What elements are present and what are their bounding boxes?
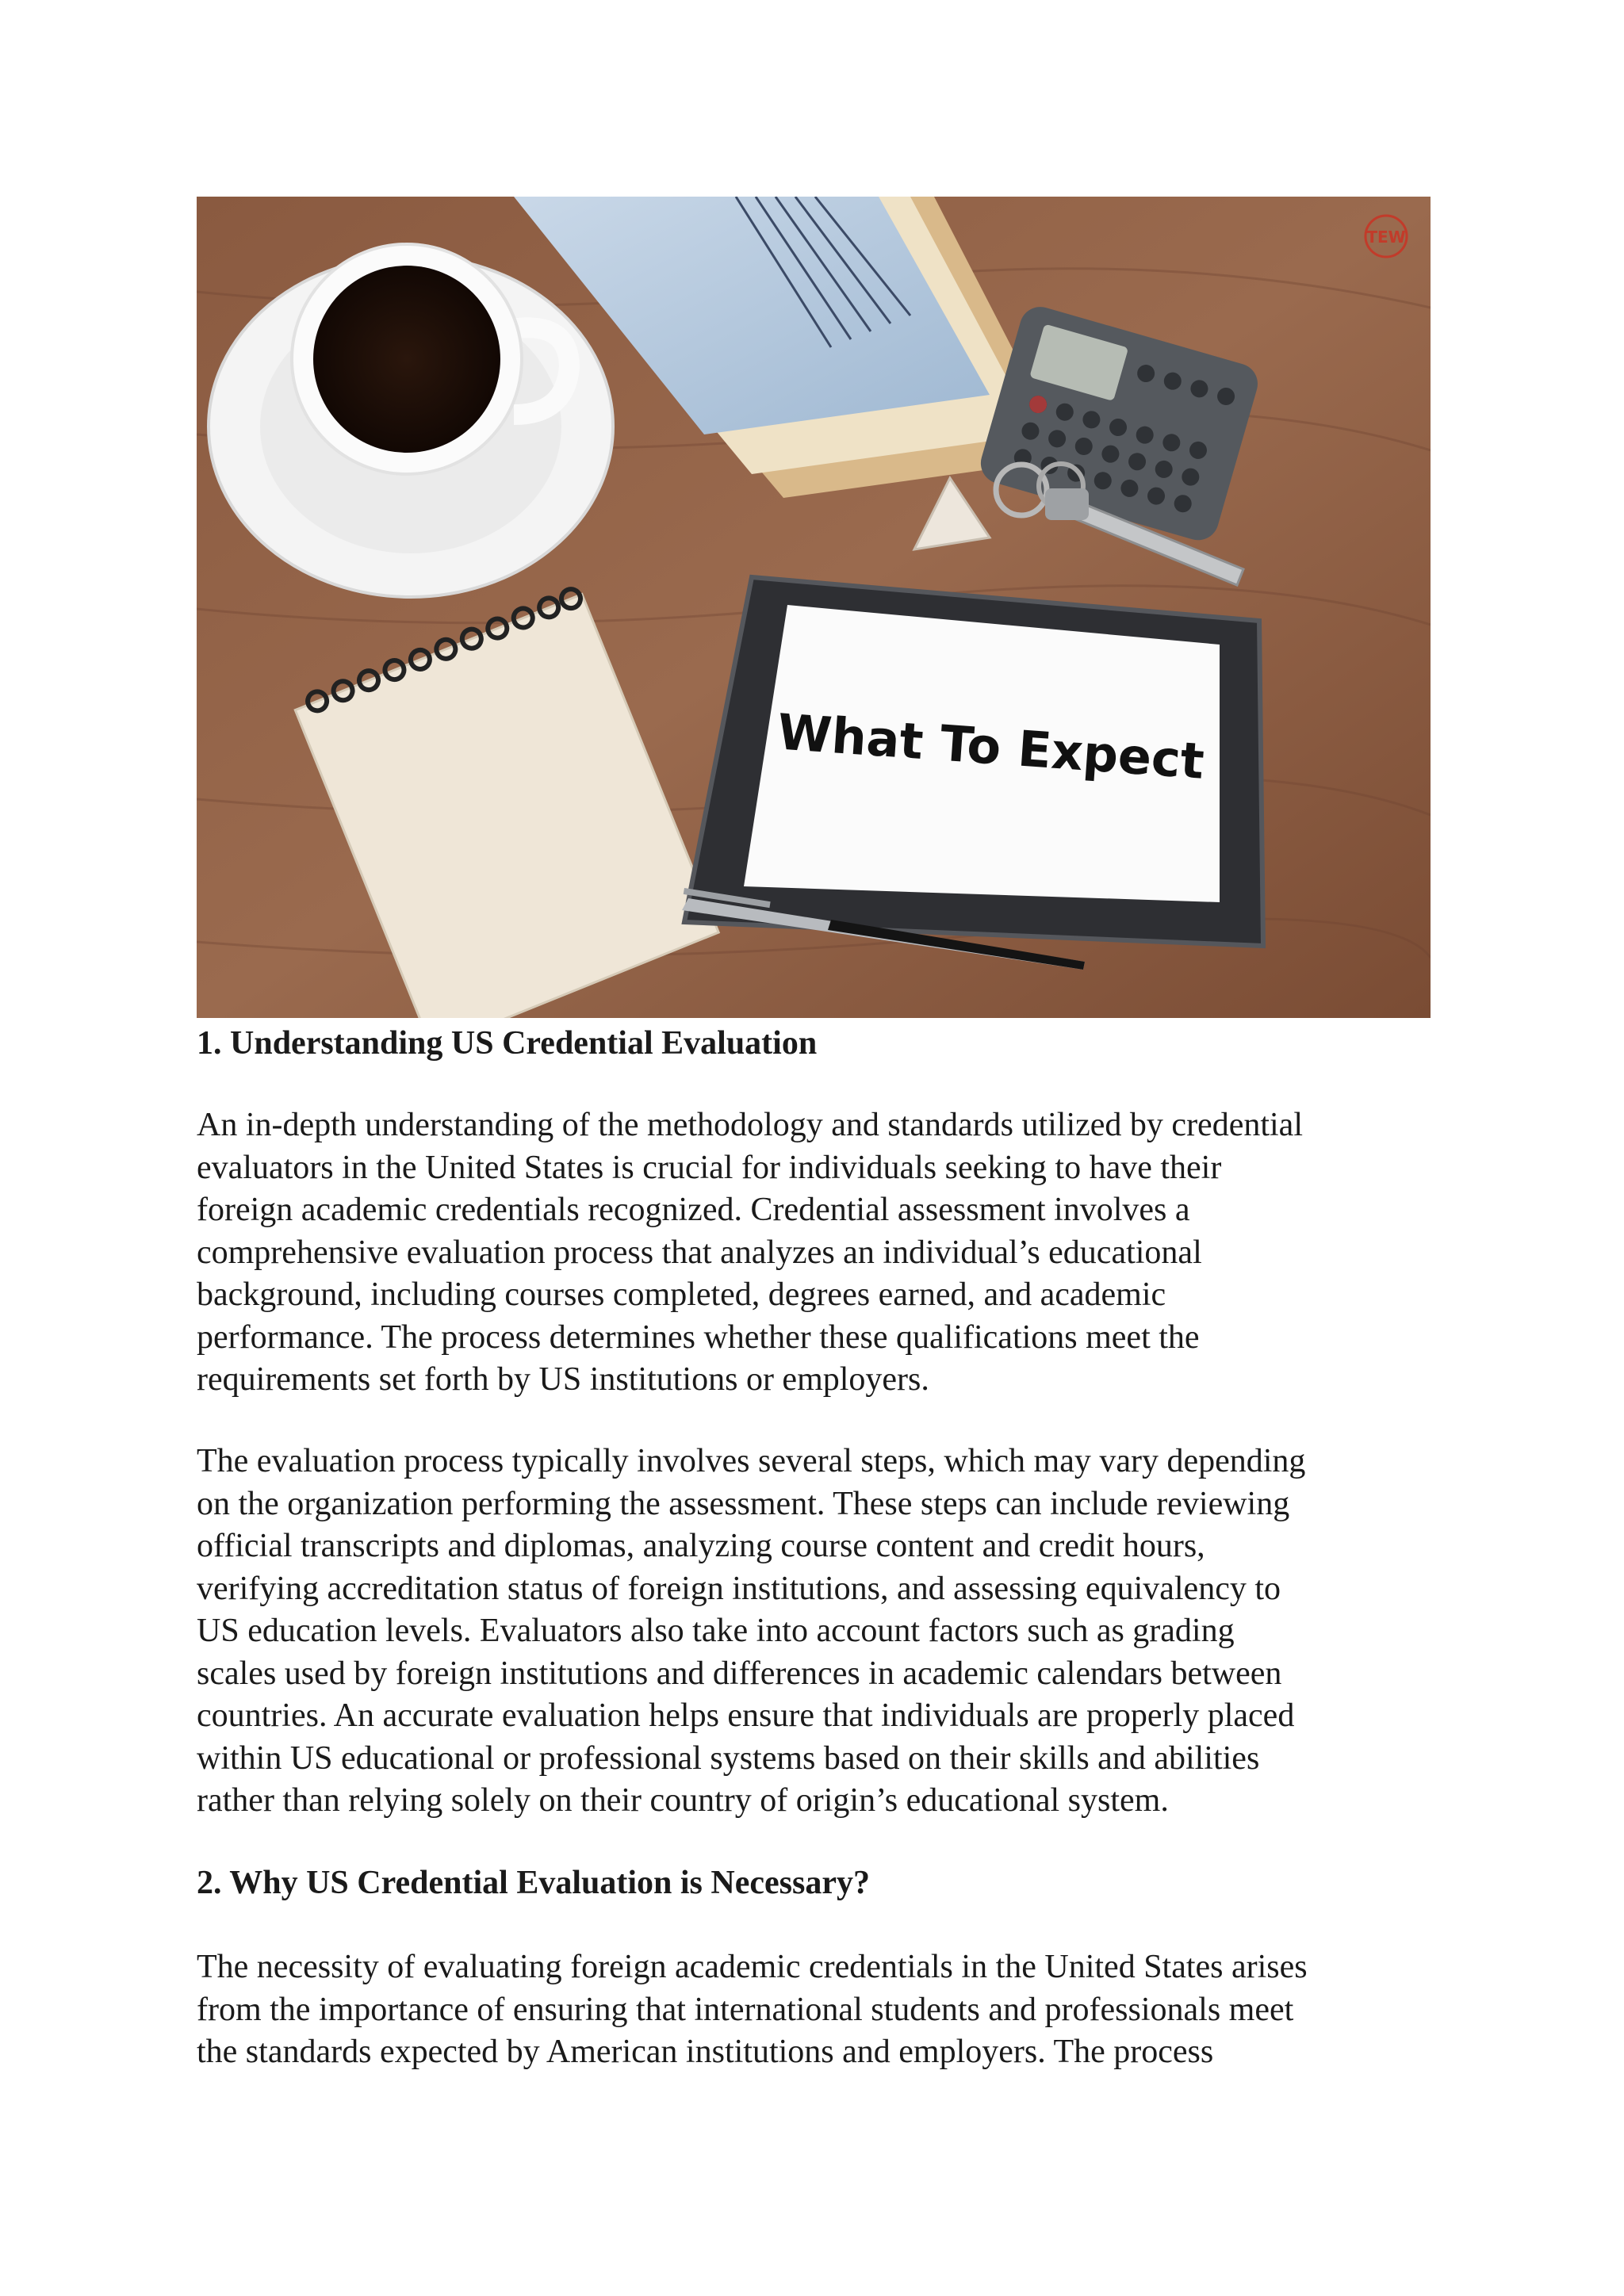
hero-image	[197, 197, 1431, 1018]
text-line: official transcripts and diplomas, analyzing course content and credit hours,	[197, 1528, 1205, 1564]
text-line: An in-depth understanding of the methodology and standards utilized by credential	[197, 1107, 1303, 1143]
text-line: rather than relying solely on their country of origin’s educational system.	[197, 1782, 1169, 1819]
section-1-heading: 1. Understanding US Credential Evaluation	[197, 1025, 818, 1062]
text-line: verifying accreditation status of foreign institutions, and assessing equivalency to	[197, 1570, 1281, 1607]
text-line: evaluators in the United States is crucial for individuals seeking to have their	[197, 1149, 1222, 1186]
text-line: background, including courses completed, degrees earned, and academic	[197, 1276, 1166, 1313]
text-line: scales used by foreign institutions and differences in academic calendars between	[197, 1655, 1282, 1692]
section-2-paragraph-1	[197, 1946, 1450, 2074]
section-2-heading: 2. Why US Credential Evaluation is Necessary?	[197, 1865, 870, 1901]
text-line: The evaluation process typically involves several steps, which may vary depending	[197, 1443, 1306, 1479]
section-1-paragraph-2	[197, 1441, 1450, 1823]
text-line: from the importance of ensuring that international students and professionals meet	[197, 1991, 1294, 2028]
text-line: comprehensive evaluation process that analyzes an individual’s educational	[197, 1234, 1202, 1271]
tew-logo-text: TEW	[1366, 228, 1406, 247]
text-line: US education levels. Evaluators also take into account factors such as grading	[197, 1613, 1235, 1649]
text-line: on the organization performing the assessment. These steps can include reviewing	[197, 1485, 1290, 1522]
tablet	[684, 577, 1263, 946]
text-line: the standards expected by American institutions and employers. The process	[197, 2034, 1214, 2070]
text-line: performance. The process determines whether these qualifications meet the	[197, 1318, 1200, 1356]
text-line: The necessity of evaluating foreign academic credentials in the United States arises	[197, 1949, 1308, 1985]
section-1-paragraph-1	[197, 1104, 1450, 1402]
text-line: countries. An accurate evaluation helps ensure that individuals are properly placed	[197, 1697, 1295, 1734]
tablet-screen-text: What To Expect	[776, 702, 1206, 790]
text-line: foreign academic credentials recognized. Credential assessment involves a	[197, 1192, 1190, 1228]
text-line: within US educational or professional systems based on their skills and abilities	[197, 1739, 1260, 1777]
text-line: requirements set forth by US institutions or employers.	[197, 1361, 929, 1398]
